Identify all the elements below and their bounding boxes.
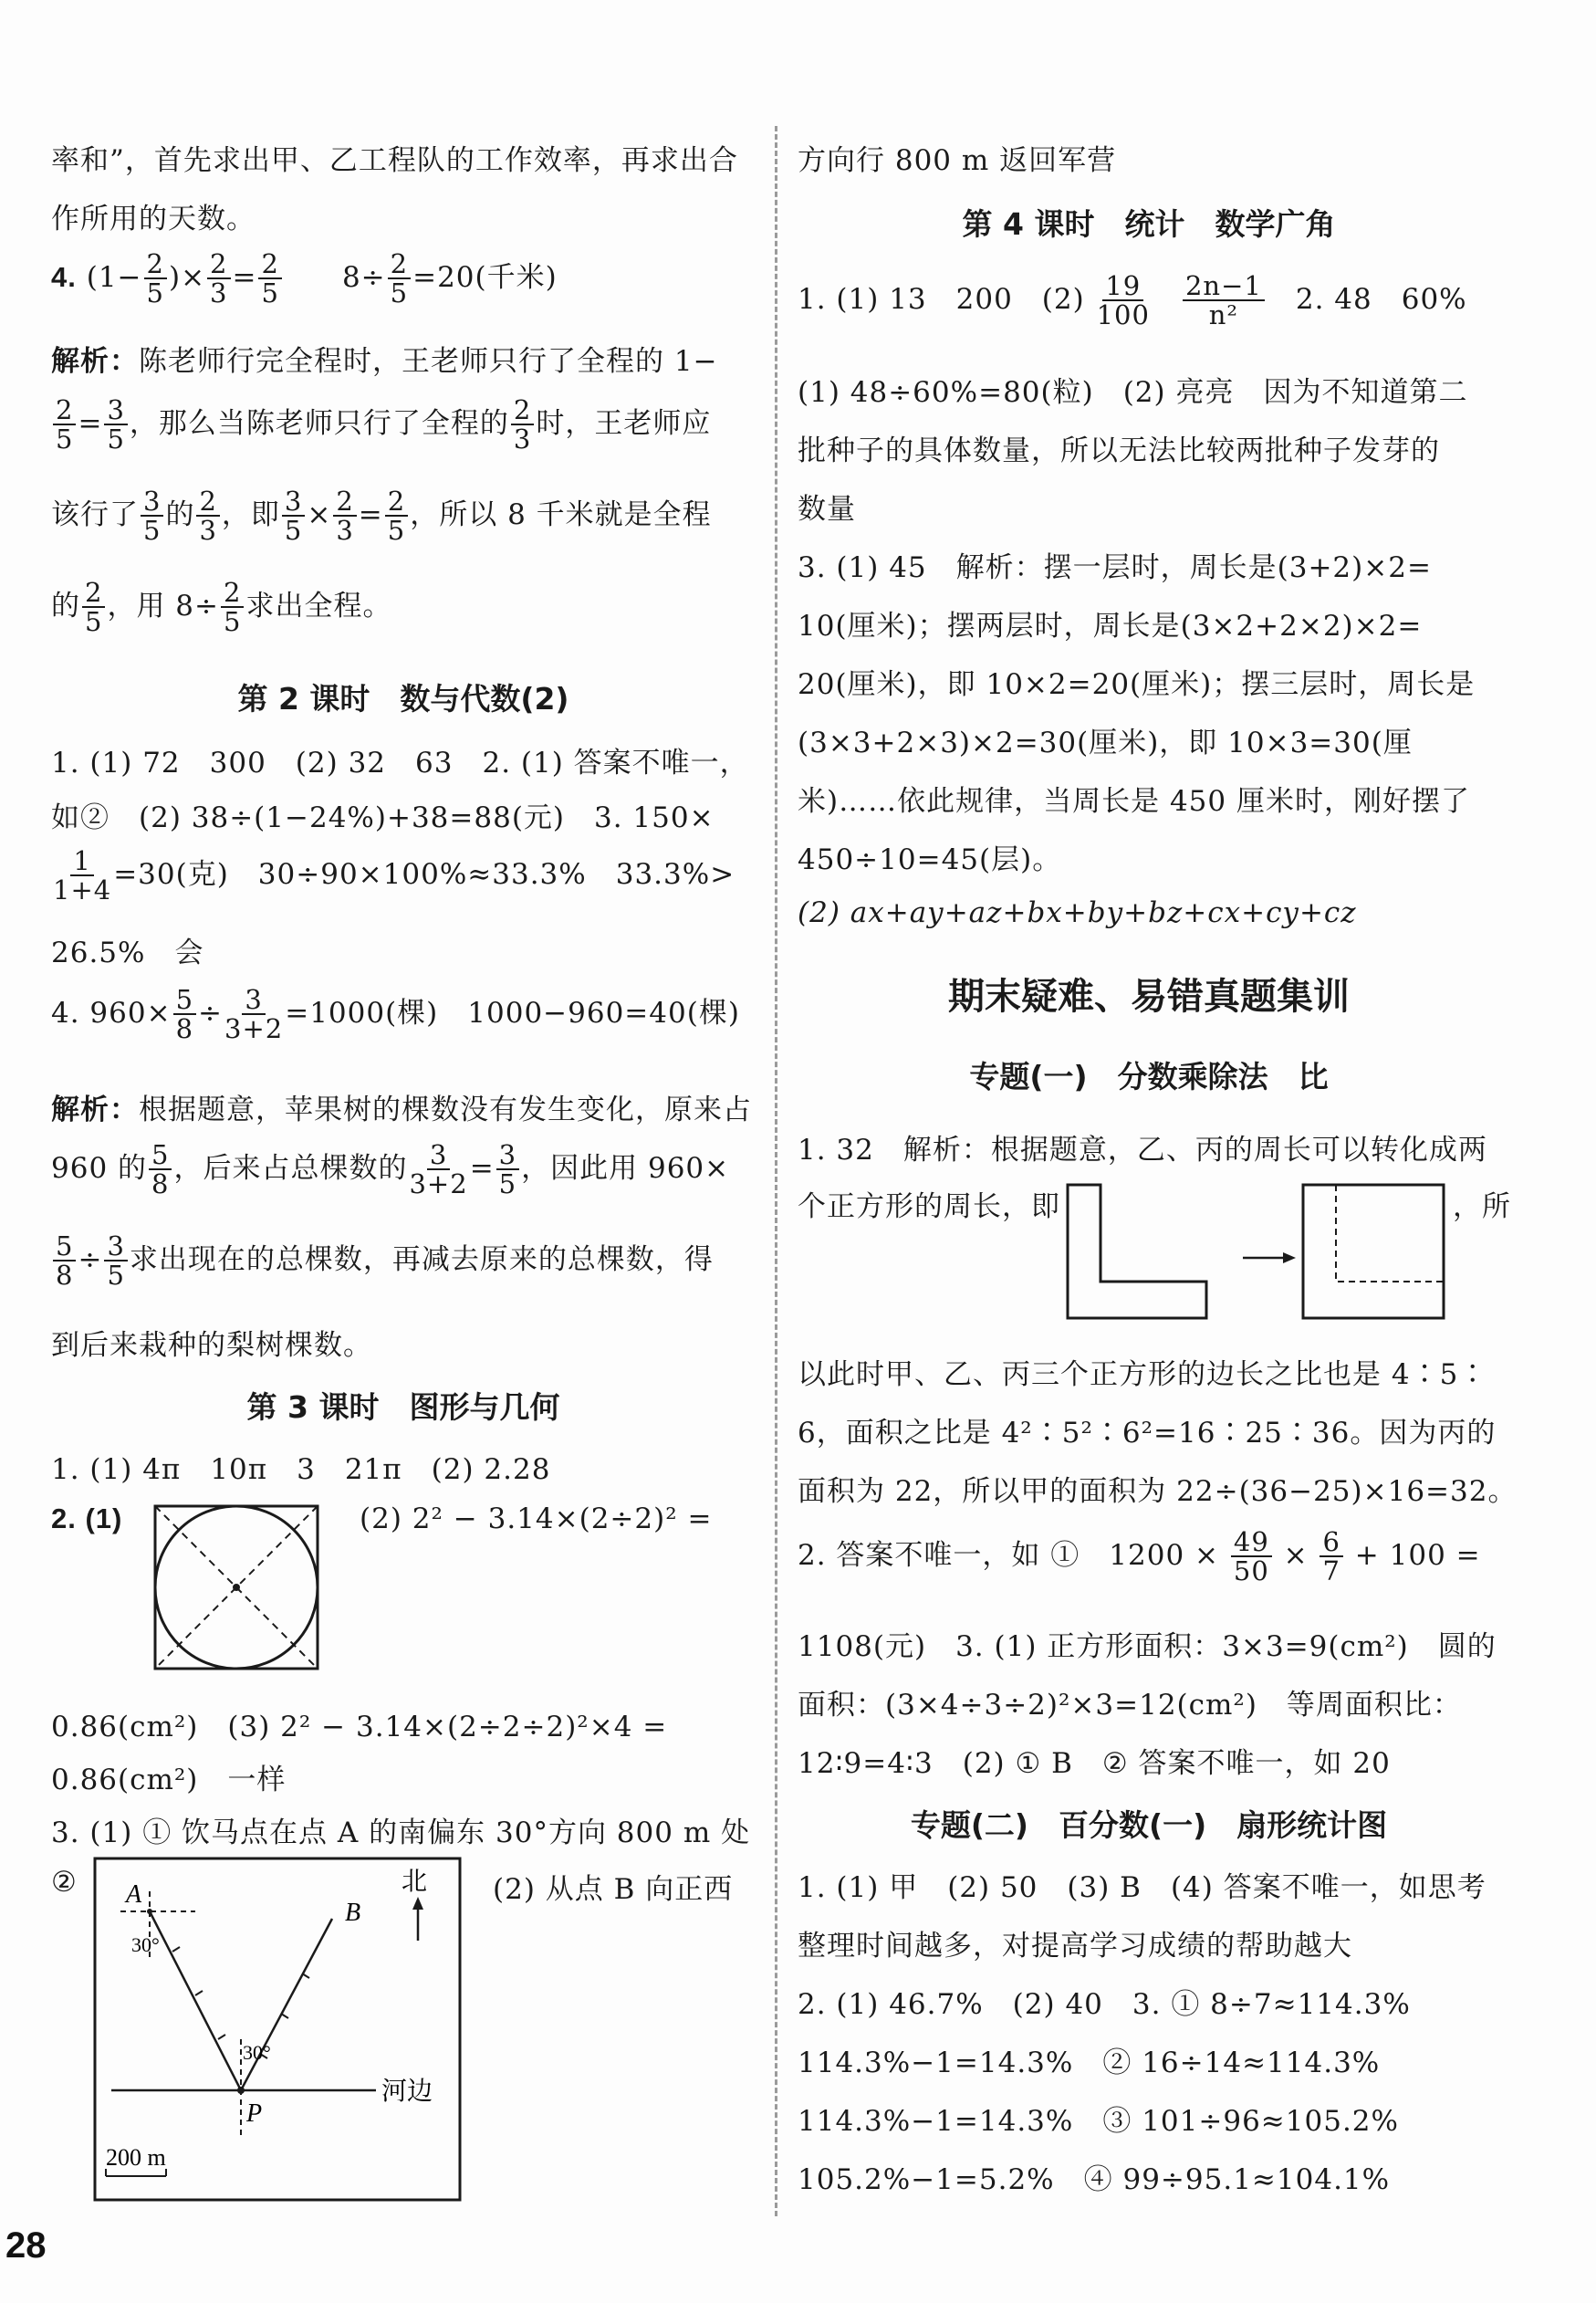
angle-label: 30° <box>243 2041 271 2064</box>
text-line: 20(厘米)，即 10×2=20(厘米)；摆三层时，周长是 <box>798 668 1476 701</box>
point-p-label: P <box>246 2099 263 2128</box>
text-line: $\frac{1}{1+4}$ =30(克) 30÷90×100%≈33.3% 33.3%> <box>53 845 735 906</box>
point-a-label: A <box>126 1880 142 1909</box>
text-line: (2) 2² − 3.14×(2÷2)² = <box>360 1502 713 1535</box>
text-line: 1. (1) 13 200 (2) $\frac{19}{100}$ $\frac{2n-1}{\text{n²}}$ 2. 48 60% <box>798 270 1467 331</box>
section-heading: 第 4 课时 统计 数学广角 <box>962 206 1336 242</box>
analysis-line: $\frac{2}{5}$ = $\frac{3}{5}$ ，那么当陈老师只行了全程的 $\frac{2}{3}$ 时，王老师应 <box>51 396 711 454</box>
section-heading: 专题(一) 分数乘除法 比 <box>969 1059 1329 1094</box>
text-line: 方向行 800 m 返回军营 <box>798 144 1117 177</box>
analysis-line: 的 $\frac{2}{5}$ ，用 8÷ $\frac{2}{5}$ 求出全程。 <box>51 577 392 638</box>
chapter-title: 期末疑难、易错真题集训 <box>948 976 1350 1018</box>
analysis-line: 解析：陈老师行完全程时，王老师只行了全程的 1− <box>51 345 718 378</box>
text-line: 0.86(cm²) 一样 <box>51 1764 287 1796</box>
column-divider <box>775 126 777 2216</box>
text-line: 1. 32 解析：根据题意，乙、丙的周长可以转化成两 <box>798 1134 1487 1167</box>
text-line: 114.3%−1=14.3% ② 16÷14≈114.3% <box>798 2047 1381 2079</box>
text-line: 面积：(3×4÷3÷2)²×3=12(cm²) 等周面积比： <box>798 1689 1462 1722</box>
text-line: (3×3+2×3)×2=30(厘米)，即 10×3=30(厘 <box>798 727 1413 759</box>
point-b-label: B <box>345 1899 361 1927</box>
text-line: 整理时间越多，对提高学习成绩的帮助越大 <box>798 1930 1352 1963</box>
text-line: 0.86(cm²) (3) 2² − 3.14×(2÷2÷2)²×4 = <box>51 1711 668 1743</box>
text-line: 26.5% 会 <box>51 937 204 969</box>
section-heading: 第 2 课时 数与代数(2) <box>237 681 569 717</box>
text-line: 114.3%−1=14.3% ③ 101÷96≈105.2% <box>798 2105 1399 2138</box>
text-line: 1108(元) 3. (1) 正方形面积：3×3=9(cm²) 圆的 <box>798 1630 1497 1663</box>
text-line: 12∶9=4∶3 (2) ① B ② 答案不唯一，如 20 <box>798 1747 1391 1780</box>
text-line: 6，面积之比是 4²∶5²∶6²=16∶25∶36。因为丙的 <box>798 1417 1497 1450</box>
text-line: 米)……依此规律，当周长是 450 厘米时，刚好摆了 <box>798 785 1470 818</box>
page-number: 28 <box>5 2225 47 2266</box>
analysis-line: $\frac{5}{8}$ ÷ $\frac{3}{5}$ 求出现在的总棵数，再减去原来的总棵数，得 <box>51 1232 714 1290</box>
analysis-line: 解析：根据题意，苹果树的棵数没有发生变化，原来占 <box>51 1094 752 1126</box>
text-line: 10(厘米)；摆两层时，周长是(3×2+2×2)×2= <box>798 610 1423 643</box>
analysis-line: 该行了 $\frac{3}{5}$ 的 $\frac{2}{3}$ ，即 $\frac{3}{5}$ × $\frac{2}{3}$ = $\frac{2}{5}$ ，所以 8 千米就是全程 <box>51 486 712 547</box>
text-line: 个正方形的周长，即 <box>798 1190 1060 1223</box>
text-line: (2) 从点 B 向正西 <box>493 1873 734 1906</box>
analysis-line: 到后来栽种的梨树棵数。 <box>51 1329 372 1362</box>
text-line: 2. (1) 46.7% (2) 40 3. ① 8÷7≈114.3% <box>798 1988 1411 2021</box>
text-line: 2. 答案不唯一，如 ① 1200 × $\frac{49}{50}$ × $\frac{6}{7}$ + 100 = <box>798 1526 1481 1587</box>
answer-q4: 4. (1− $\frac{2}{5}$ )× $\frac{2}{3}$ = $\frac{2}{5}$ 8÷ $\frac{2}{5}$ =20(千米) <box>51 248 558 309</box>
text-line: 面积为 22，所以甲的面积为 22÷(36−25)×16=32。 <box>798 1475 1518 1508</box>
text-line: 率和”，首先求出甲、乙工程队的工作效率，再求出合 <box>51 144 738 177</box>
text-line: 2. (1) <box>51 1502 123 1534</box>
text-line: 1. (1) 甲 (2) 50 (3) B (4) 答案不唯一，如思考 <box>798 1871 1486 1904</box>
map-figure <box>93 1857 462 2202</box>
text-line: 4. 960× $\frac{5}{8}$ ÷ $\frac{3}{3+2}$ =1000(棵) 1000−960=40(棵) <box>51 984 740 1045</box>
text-line: 如② (2) 38÷(1−24%)+38=88(元) 3. 150× <box>51 801 715 834</box>
text-line: 450÷10=45(层)。 <box>798 843 1062 876</box>
text-line: ② <box>51 1866 78 1899</box>
text-line: (2) ax+ay+az+bx+by+bz+cx+cy+cz <box>798 896 1357 929</box>
angle-label: 30° <box>131 1933 160 1956</box>
text-line: 批种子的具体数量，所以无法比较两批种子发芽的 <box>798 434 1440 467</box>
section-heading: 专题(二) 百分数(一) 扇形统计图 <box>910 1807 1388 1843</box>
river-label: 河边 <box>381 2078 433 2106</box>
text-line: 1. (1) 4π 10π 3 21π (2) 2.28 <box>51 1453 551 1486</box>
text-line: 3. (1) 45 解析：摆一层时，周长是(3+2)×2= <box>798 551 1432 584</box>
text-line: 3. (1) ① 饮马点在点 A 的南偏东 30°方向 800 m 处 <box>51 1816 751 1849</box>
square-circle-figure <box>151 1502 321 1672</box>
analysis-line: 960 的 $\frac{5}{8}$ ，后来占总棵数的 $\frac{3}{3+2}$ = $\frac{3}{5}$ ，因此用 960× <box>51 1139 730 1200</box>
text-line: 数量 <box>798 493 856 526</box>
shape-transform-figure <box>1064 1181 1447 1327</box>
text-line: 以此时甲、乙、丙三个正方形的边长之比也是 4∶5∶ <box>798 1358 1488 1391</box>
text-line: 作所用的天数。 <box>51 203 256 236</box>
north-label: 北 <box>402 1868 428 1896</box>
text-line: 105.2%−1=5.2% ④ 99÷95.1≈104.1% <box>798 2163 1391 2196</box>
text-line: (1) 48÷60%=80(粒) (2) 亮亮 因为不知道第二 <box>798 376 1468 409</box>
scale-label: 200 m <box>106 2144 166 2171</box>
section-heading: 第 3 课时 图形与几何 <box>246 1389 560 1425</box>
text-line: 1. (1) 72 300 (2) 32 63 2. (1) 答案不唯一， <box>51 747 749 780</box>
text-line: ，所 <box>1453 1190 1511 1223</box>
